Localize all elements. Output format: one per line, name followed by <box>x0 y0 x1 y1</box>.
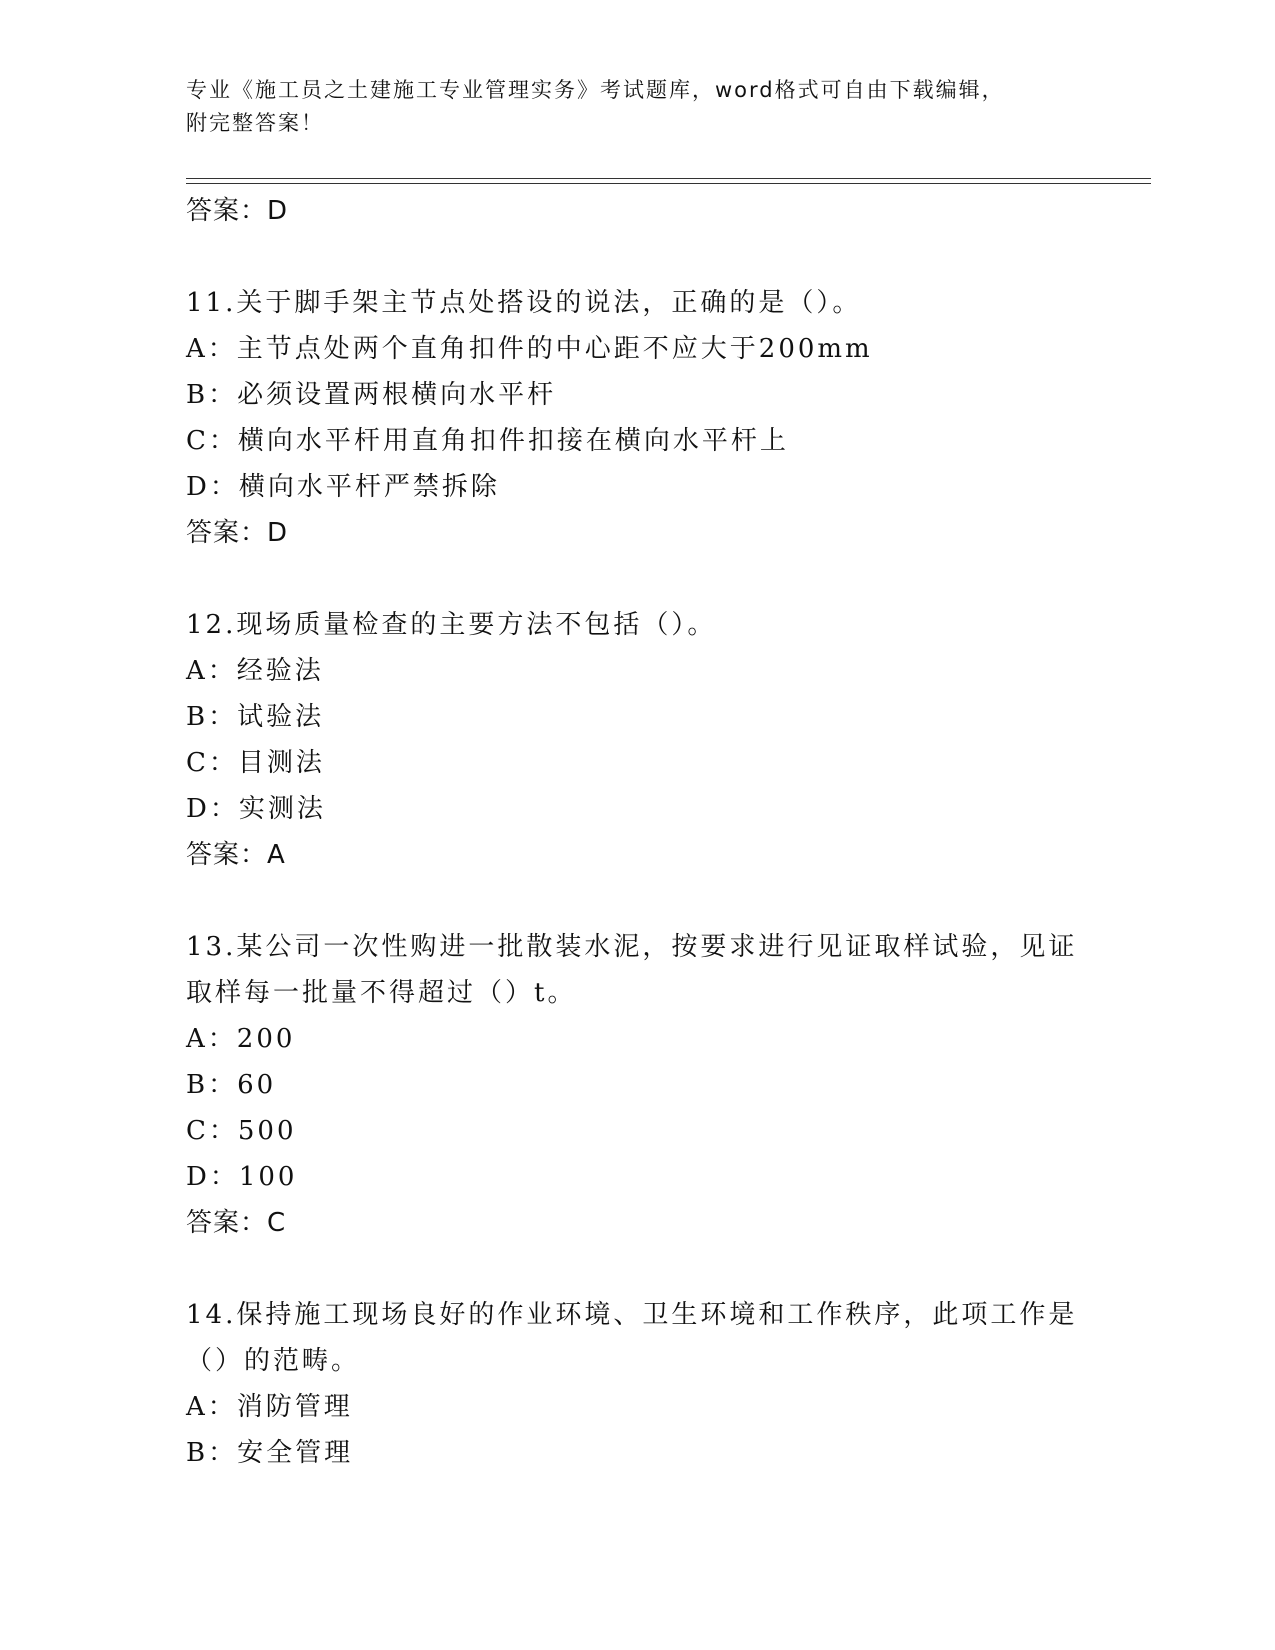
header-divider-bottom <box>186 183 1151 184</box>
question-stem: 13.某公司一次性购进一批散装水泥，按要求进行见证取样试验，见证取样每一批量不得超过（）t。 <box>186 932 1078 1008</box>
option-d: D：实测法 <box>186 794 326 824</box>
answer-line: 答案：A <box>186 840 286 870</box>
option-b: B：60 <box>186 1070 277 1100</box>
option-b: B：必须设置两根横向水平杆 <box>186 380 557 410</box>
option-b: B：安全管理 <box>186 1438 354 1468</box>
option-a: A：消防管理 <box>186 1392 353 1422</box>
question-list <box>186 188 1086 1476</box>
option-b: B：试验法 <box>186 702 325 732</box>
option-c: C：横向水平杆用直角扣件扣接在横向水平杆上 <box>186 426 789 456</box>
header-line-1: 专业《施工员之土建施工专业管理实务》考试题库，word格式可自由下载编辑， <box>186 78 1005 102</box>
document-header <box>186 74 1086 140</box>
option-a: A：经验法 <box>186 656 324 686</box>
answer-line: 答案：C <box>186 1208 287 1238</box>
option-d: D：横向水平杆严禁拆除 <box>186 472 500 502</box>
header-line-2: 附完整答案！ <box>186 111 324 135</box>
spacer <box>186 556 1086 602</box>
spacer <box>186 1246 1086 1292</box>
header-divider-top <box>186 178 1151 179</box>
option-c: C：500 <box>186 1116 297 1146</box>
option-a: A：200 <box>186 1024 296 1054</box>
answer-line: 答案：D <box>186 518 289 548</box>
spacer <box>186 234 1086 280</box>
answer-line: 答案：D <box>186 196 289 226</box>
option-d: D：100 <box>186 1162 298 1192</box>
option-a: A：主节点处两个直角扣件的中心距不应大于200mm <box>186 334 873 364</box>
question-stem: 12.现场质量检查的主要方法不包括（）。 <box>186 610 717 640</box>
spacer <box>186 878 1086 924</box>
question-stem: 14.保持施工现场良好的作业环境、卫生环境和工作秩序，此项工作是（）的范畴。 <box>186 1300 1078 1376</box>
question-stem: 11.关于脚手架主节点处搭设的说法，正确的是（）。 <box>186 288 862 318</box>
option-c: C：目测法 <box>186 748 325 778</box>
